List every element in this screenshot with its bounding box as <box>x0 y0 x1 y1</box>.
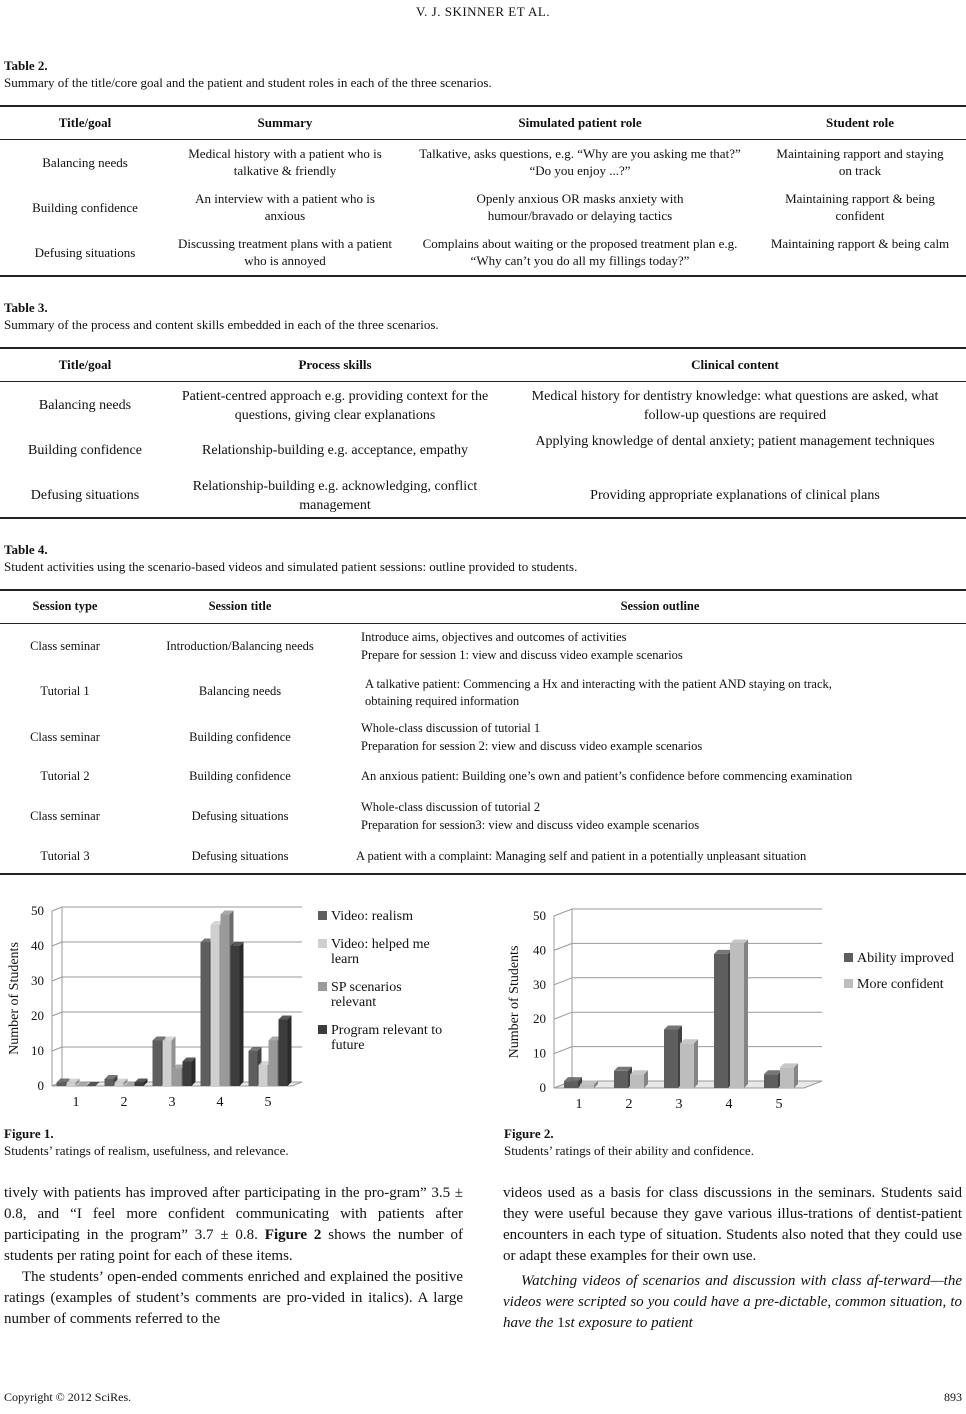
bar <box>630 1074 644 1088</box>
quote-text: st exposure to patient <box>564 1315 693 1331</box>
x-tick-label: 2 <box>625 1097 633 1112</box>
table2-col-sp-role: Simulated patient role <box>518 115 642 130</box>
x-tick-label: 3 <box>168 1095 176 1110</box>
table2-cell: Maintaining rapport & being confident <box>785 191 935 223</box>
table2-cell: Building confidence <box>32 200 138 215</box>
page-number: 893 <box>944 1390 962 1404</box>
bar <box>163 1041 172 1087</box>
table4-cell: Class seminar <box>30 639 100 653</box>
table4-label: Table 4. <box>4 542 48 557</box>
table2-cell: An interview with a patient who is anxious <box>195 191 375 223</box>
footer-copyright: Copyright © 2012 SciRes. <box>4 1390 132 1404</box>
table4-cell: Class seminar <box>30 809 100 823</box>
table3-cell: Patient-centred approach e.g. providing context for the questions, giving clear explanations <box>181 389 489 423</box>
table4-bottom-rule <box>0 873 966 875</box>
x-tick-label: 1 <box>72 1095 80 1110</box>
table2-col-summary: Summary <box>257 115 313 130</box>
bar <box>259 1065 268 1086</box>
x-tick-label: 1 <box>575 1097 583 1112</box>
y-axis-label: Number of Students <box>7 942 22 1055</box>
table3-cell: Relationship-building e.g. acceptance, empathy <box>202 443 468 458</box>
figure2-label: Figure 2. <box>504 1126 554 1141</box>
y-tick-label: 40 <box>31 938 44 953</box>
legend-label: Video: realism <box>331 909 413 924</box>
paragraph-text: , <box>942 1294 951 1310</box>
x-tick-label: 2 <box>120 1095 128 1110</box>
table2-bottom-rule <box>0 275 966 277</box>
bar <box>105 1079 114 1086</box>
table2-label: Table 2. <box>4 58 48 73</box>
legend-swatch <box>318 1025 327 1034</box>
paragraph-text: shows the number of students per rating point for each of these items. <box>4 1227 463 1264</box>
paragraph-text: 1 <box>557 1315 565 1331</box>
table3-col-clinical: Clinical content <box>691 357 779 372</box>
y-tick-label: 30 <box>31 973 44 988</box>
table2-header-rule <box>0 139 966 140</box>
table2-cell: Maintaining rapport & being calm <box>770 236 950 251</box>
table3-cell: Relationship-building e.g. acknowledging, conflict management <box>192 479 478 513</box>
table3-col-title: Title/goal <box>58 357 112 372</box>
table4-col-title: Session title <box>208 599 272 613</box>
left-column <box>4 1183 463 1330</box>
table4-cell: A talkative patient: Commencing a Hx and interacting with the patient AND staying on track, <box>365 677 832 691</box>
y-tick-label: 40 <box>533 942 546 958</box>
bar-side <box>288 1016 292 1087</box>
table4-cell: Tutorial 3 <box>40 849 90 863</box>
bar <box>183 1062 192 1087</box>
legend-label: learn <box>331 952 359 967</box>
y-tick-label: 10 <box>31 1043 44 1058</box>
bar <box>680 1043 694 1088</box>
paragraph <box>4 1183 463 1267</box>
bar <box>580 1085 594 1088</box>
y-tick-label: 30 <box>533 976 546 992</box>
x-tick-label: 4 <box>216 1095 224 1110</box>
paragraph-text: tively with patients has improved after participating in the pro-gram” 3.5 ± 0.8, and “I feel more confident communicating with patients after participating in the program” 3.7 ± 0.8. <box>4 1185 463 1243</box>
table2-cell: Openly anxious OR masks anxiety with humour/bravado or delaying tactics <box>476 191 684 223</box>
table2-top-rule <box>0 105 966 107</box>
y-tick-label: 10 <box>533 1045 546 1061</box>
table4-cell: Tutorial 1 <box>40 684 90 698</box>
y-tick-label: 50 <box>533 908 546 923</box>
table4-col-outline: Session outline <box>620 599 700 613</box>
legend-swatch <box>844 953 853 962</box>
table4-cell: Defusing situations <box>191 809 289 823</box>
table3-cell: Building confidence <box>28 443 142 458</box>
bar <box>221 915 230 1087</box>
bar-side <box>744 940 748 1088</box>
bar <box>249 1051 258 1086</box>
table4-top-rule <box>0 589 966 591</box>
table4-cell: Tutorial 2 <box>40 769 90 783</box>
bar <box>201 943 210 1087</box>
bar <box>173 1069 182 1087</box>
x-tick-label: 3 <box>675 1097 683 1112</box>
table2-cell: Maintaining rapport and staying on track <box>776 146 944 178</box>
table2-caption: Summary of the title/core goal and the patient and student roles in each of the three scenarios. <box>4 75 492 90</box>
table3-header-rule <box>0 381 966 382</box>
bar <box>269 1041 278 1087</box>
bar <box>664 1030 678 1088</box>
table4-col-type: Session type <box>32 599 98 613</box>
paragraph-text: , <box>827 1294 836 1310</box>
legend-label: Program relevant to <box>331 1023 443 1038</box>
y-tick-label: 0 <box>539 1080 546 1095</box>
bar-side <box>694 1039 698 1088</box>
table2-cell: Medical history with a patient who is talkative & friendly <box>188 146 382 178</box>
table4-cell: Balancing needs <box>198 684 282 698</box>
table4-cell: Building confidence <box>189 769 291 783</box>
table4-cell: Introduce aims, objectives and outcomes of activities <box>361 630 627 644</box>
figure2-chart <box>504 892 962 1114</box>
x-tick-label: 5 <box>775 1097 783 1112</box>
y-tick-label: 0 <box>37 1078 44 1093</box>
table2-cell: Talkative, asks questions, e.g. “Why are you asking me that?” “Do you enjoy ...?” <box>419 146 741 178</box>
table4-cell: Introduction/Balancing needs <box>166 639 314 653</box>
legend-label: Video: helped me <box>331 937 430 952</box>
bar <box>714 954 728 1088</box>
bar <box>614 1071 628 1088</box>
bar <box>231 946 240 1086</box>
table2-cell: Defusing situations <box>34 245 136 260</box>
figure2-caption: Students’ ratings of their ability and confidence. <box>504 1143 754 1158</box>
bar <box>730 944 744 1088</box>
right-column <box>503 1183 962 1334</box>
table2-cell: Complains about waiting or the proposed treatment plan e.g. “Why can’t you do all my fillings today?” <box>422 236 738 268</box>
legend-label: future <box>331 1038 365 1053</box>
table4-cell: Class seminar <box>30 730 100 744</box>
x-tick-label: 5 <box>264 1095 272 1110</box>
table4-header-rule <box>0 623 966 624</box>
legend-label: SP scenarios <box>331 980 402 995</box>
table2-cell: Balancing needs <box>42 155 128 170</box>
table2-cell: Discussing treatment plans with a patient who is annoyed <box>177 236 393 268</box>
paragraph <box>503 1271 962 1334</box>
quote-text: Watching videos of scenarios and discussion with class af-terward—the videos were scripted so you could have a pre-dictable <box>503 1273 962 1310</box>
quote-text: to have the <box>503 1294 962 1331</box>
table3-caption: Summary of the process and content skills embedded in each of the three scenarios. <box>4 317 439 332</box>
table4-cell: Building confidence <box>189 730 291 744</box>
table4-cell: Whole-class discussion of tutorial 2 <box>361 800 541 814</box>
legend-swatch <box>844 979 853 988</box>
bar-side <box>794 1063 798 1088</box>
legend-label: relevant <box>331 995 377 1010</box>
table3-cell: Applying knowledge of dental anxiety; patient management techniques <box>535 434 935 449</box>
table3-cell: Medical history for dentistry knowledge: what questions are asked, what follow-up questions are required <box>531 389 939 423</box>
y-tick-label: 20 <box>533 1011 546 1027</box>
table3-top-rule <box>0 347 966 349</box>
figure1-label: Figure 1. <box>4 1126 54 1141</box>
table4-cell: An anxious patient: Building one’s own and patient’s confidence before commencing examination <box>361 769 853 783</box>
bar <box>564 1081 578 1088</box>
y-tick-label: 20 <box>31 1008 44 1023</box>
table2-col-student-role: Student role <box>825 115 894 130</box>
legend-label: More confident <box>857 977 944 992</box>
table3-label: Table 3. <box>4 300 48 315</box>
figure1-chart <box>4 892 462 1114</box>
paragraph: videos used as a basis for class discussions in the seminars. Students said they were useful because they gave various illus-trations of dentist-patient encounters in each type of situation. Students also noted that they could use or adapt these examples for their own use. <box>503 1185 962 1264</box>
legend-swatch <box>318 939 327 948</box>
table4-cell: Preparation for session 2: view and discuss video example scenarios <box>361 739 703 753</box>
x-tick-label: 4 <box>725 1097 733 1112</box>
table4-caption: Student activities using the scenario-based videos and simulated patient sessions: outline provided to students. <box>4 559 578 574</box>
table2-col-title: Title/goal <box>58 115 112 130</box>
legend-swatch <box>318 911 327 920</box>
bar <box>67 1083 76 1087</box>
running-header: V. J. SKINNER ET AL. <box>415 4 551 19</box>
table3-cell: Providing appropriate explanations of clinical plans <box>590 488 880 503</box>
y-tick-label: 50 <box>31 903 44 918</box>
table3-col-process: Process skills <box>298 357 372 372</box>
bar <box>780 1067 794 1088</box>
paragraph: The students’ open-ended comments enriched and explained the positive ratings (examples of student’s comments are pro-vided in italics). A large number of comments referred to the <box>4 1269 463 1327</box>
bar-side <box>192 1058 196 1087</box>
bar <box>279 1020 288 1087</box>
table4-cell: obtaining required information <box>365 694 520 708</box>
bar <box>115 1083 124 1087</box>
table4-cell: Prepare for session 1: view and discuss video example scenarios <box>361 648 683 662</box>
table3-bottom-rule <box>0 517 966 519</box>
table3-cell: Balancing needs <box>38 398 132 413</box>
y-axis-label: Number of Students <box>507 945 522 1059</box>
table4-cell: Whole-class discussion of tutorial 1 <box>361 721 541 735</box>
quote-text: common situation <box>835 1294 943 1310</box>
bar <box>57 1083 66 1087</box>
legend-label: Ability improved <box>857 951 954 966</box>
bar <box>211 925 220 1086</box>
table4-cell: Defusing situations <box>191 849 289 863</box>
bar <box>153 1041 162 1087</box>
figure1-caption: Students’ ratings of realism, usefulness, and relevance. <box>4 1143 289 1158</box>
table3-cell: Defusing situations <box>30 488 140 503</box>
legend-swatch <box>318 982 327 991</box>
table4-cell: A patient with a complaint: Managing self and patient in a potentially unpleasant situation <box>356 849 807 863</box>
figure-reference: Figure 2 <box>264 1227 322 1243</box>
bar <box>764 1074 778 1088</box>
bar-side <box>240 942 244 1086</box>
bar <box>135 1083 144 1087</box>
table4-cell: Preparation for session3: view and discuss video example scenarios <box>361 818 700 832</box>
